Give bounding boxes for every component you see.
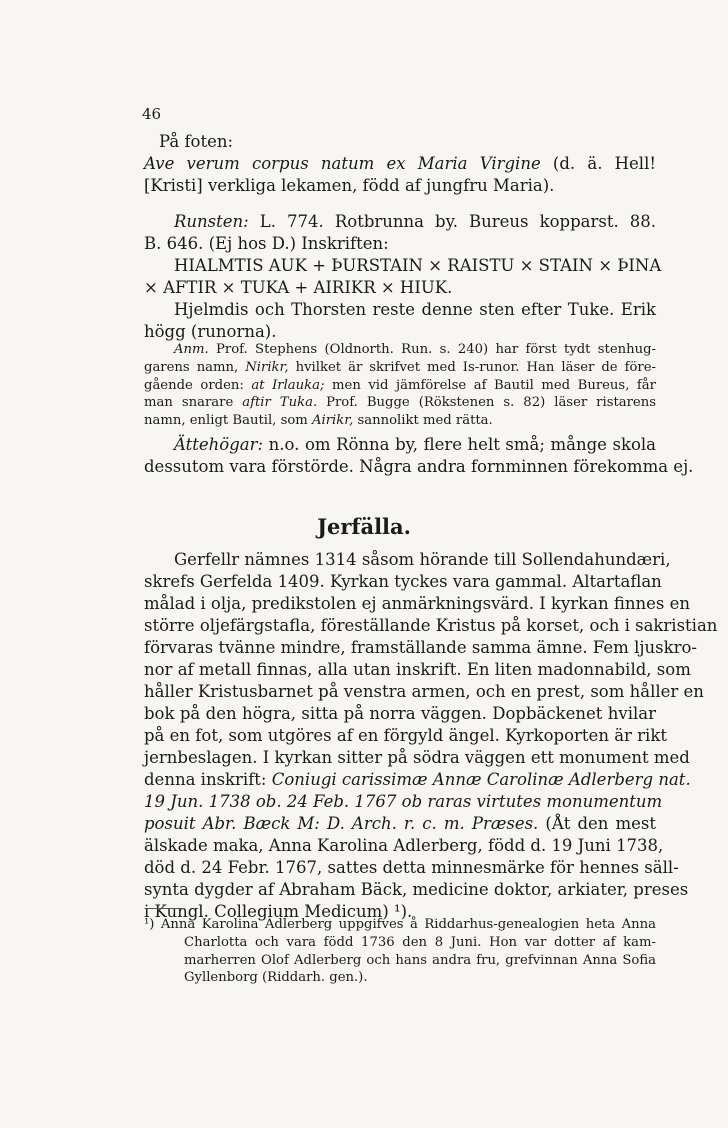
text-line: [144, 341, 656, 359]
text-run: älskade maka, Anna Karolina Adlerberg, född d. 19 Juni 1738,: [144, 836, 664, 855]
text-line: [144, 835, 664, 857]
text-run: synta dygder af Abraham Bäck, medicine doktor, arkiater, preses: [144, 880, 689, 899]
text-run: (Åt den mest: [538, 814, 656, 833]
text-line: [144, 299, 656, 321]
text-run: × AFTIR × TUKA + AIRIKR × HIUK.: [144, 278, 453, 297]
text-line: [144, 916, 656, 934]
text-run: i Kungl. Collegium Medicum) ¹).: [144, 902, 413, 921]
text-run: Gerfellr nämnes 1314 såsom hörande till Sollendahundæri,: [174, 550, 671, 569]
text-line: [144, 549, 671, 571]
text-run: Prof. Bugge (Rökstenen s. 82) läser ristarens: [317, 395, 656, 411]
text-run: Ättehögar:: [174, 435, 264, 454]
text-run: högg (runorna).: [144, 322, 277, 341]
text-line: [144, 615, 718, 637]
text-run: Hjelmdis och Thorsten reste denne sten efter Tuke. Erik: [174, 300, 656, 319]
text-run: Anm.: [174, 342, 209, 357]
text-run: Runsten:: [174, 212, 249, 231]
text-run: (d. ä. Hell!: [540, 154, 656, 173]
text-line: [144, 725, 667, 747]
text-run: HIALMTIS AUK + ÞURSTAIN × RAISTU × STAIN × ÞINA: [174, 256, 662, 275]
text-run: Nirikr,: [245, 359, 289, 375]
text-run: jernbeslagen. I kyrkan sitter på södra väggen ett monument med: [144, 748, 690, 767]
text-line: [144, 952, 656, 970]
text-line: [144, 703, 656, 725]
text-line: [144, 456, 694, 478]
text-run: nor af metall finnas, alla utan inskrift. En liten madonnabild, som: [144, 660, 691, 679]
text-line: [144, 412, 656, 430]
body-text: [144, 549, 718, 923]
text-run: aftir Tuka.: [242, 395, 318, 411]
text-run: skrefs Gerfelda 1409. Kyrkan tyckes vara gammal. Altartaflan: [144, 572, 662, 591]
footnote-divider: [146, 908, 184, 909]
text-run: Prof. Stephens (Oldnorth. Run. s. 240) har först tydt stenhug-: [208, 342, 656, 357]
text-run: Charlotta och vara född 1736 den 8 Juni. Hon var dotter af kam-: [184, 934, 656, 950]
text-run: at Irlauka;: [251, 377, 325, 393]
text-run: 19 Jun. 1738 ob. 24 Feb. 1767 ob raras virtutes monumentum: [144, 792, 663, 811]
text-run: håller Kristusbarnet på venstra armen, och en prest, som håller en: [144, 682, 704, 701]
text-run: man snarare: [144, 395, 243, 411]
text-line: [144, 769, 691, 791]
text-run: men vid jämförelse af Bautil med Bureus, får: [324, 377, 656, 393]
text-run: posuit Abr. Bæck M: D. Arch. r. c. m. Præses.: [144, 814, 539, 833]
text-line: [144, 637, 697, 659]
text-line: [144, 359, 656, 377]
text-run: n.o. om Rönna by, flere helt små; månge skola: [263, 435, 656, 454]
text-run: B. 646. (Ej hos D.) Inskriften:: [144, 234, 389, 253]
text-line: [144, 394, 656, 412]
section-runsten: [144, 211, 662, 343]
text-run: ¹) Anna Karolina Adlerberg uppgifves å Riddarhus-genealogien heta Anna: [144, 917, 656, 932]
text-line: [144, 277, 656, 299]
text-run: Gyllenborg (Riddarh. gen.).: [184, 970, 368, 986]
text-run: målad i olja, predikstolen ej anmärkningsvärd. I kyrkan finnes en: [144, 594, 690, 613]
text-run: gående orden:: [144, 377, 252, 393]
text-line: [144, 153, 656, 175]
text-run: hvilket är skrifvet med Is-runor. Han läser de före-: [288, 359, 656, 375]
text-run: Airikr,: [311, 413, 354, 429]
text-line: [144, 211, 656, 233]
text-run: Ave verum corpus natum ex Maria Virgine: [144, 154, 541, 173]
text-line: [144, 681, 704, 703]
text-run: död d. 24 Febr. 1767, sattes detta minnesmärke för hennes säll-: [144, 858, 679, 877]
text-line: [144, 879, 689, 901]
section1-lines: [144, 153, 656, 197]
footnote: [144, 916, 656, 987]
text-run: garens namn,: [144, 359, 246, 375]
text-line: [144, 233, 656, 255]
text-line: [144, 747, 690, 769]
text-line: [144, 434, 656, 456]
text-run: [Kristi] verkliga lekamen, född af jungfru Maria).: [144, 176, 555, 195]
text-line: [144, 934, 656, 952]
text-line: [144, 593, 690, 615]
text-line: [144, 857, 679, 879]
text-run: marherren Olof Adlerberg och hans andra fru, grefvinnan Anna Sofia: [184, 952, 656, 968]
section-heading: Jerfälla.: [317, 514, 411, 539]
text-line: [144, 321, 656, 343]
page-number: 46: [142, 105, 162, 123]
text-line: [144, 255, 662, 277]
text-run: dessutom vara förstörde. Några andra fornminnen förekomma ej.: [144, 457, 694, 476]
text-line: [144, 791, 663, 813]
section-pa-foten: [144, 131, 656, 197]
note-anm: [144, 341, 656, 430]
text-run: L. 774. Rotbrunna by. Bureus kopparst. 88.: [248, 212, 656, 231]
text-line: [144, 175, 656, 197]
text-run: bok på den högra, sitta på norra väggen. Dopbäckenet hvilar: [144, 704, 656, 723]
text-line: [144, 969, 656, 987]
text-run: förvaras tvänne mindre, framställande samma ämne. Fem ljuskro-: [144, 638, 697, 657]
text-run: Coniugi carissimæ Annæ Carolinæ Adlerberg nat.: [271, 770, 691, 789]
text-line: [144, 571, 662, 593]
text-line: [144, 659, 691, 681]
text-run: på en fot, som utgöres af en förgyld ängel. Kyrkoporten är rikt: [144, 726, 667, 745]
text-line: [144, 813, 656, 835]
text-run: namn, enligt Bautil, som: [144, 413, 312, 429]
text-run: större oljefärgstafla, föreställande Kristus på korset, och i sakristian: [144, 616, 718, 635]
section-attehogar: [144, 434, 694, 478]
text-run: sannolikt med rätta.: [353, 413, 493, 429]
label-pa-foten: På foten:: [159, 132, 234, 151]
text-run: denna inskrift:: [144, 770, 272, 789]
text-line: [144, 377, 656, 395]
